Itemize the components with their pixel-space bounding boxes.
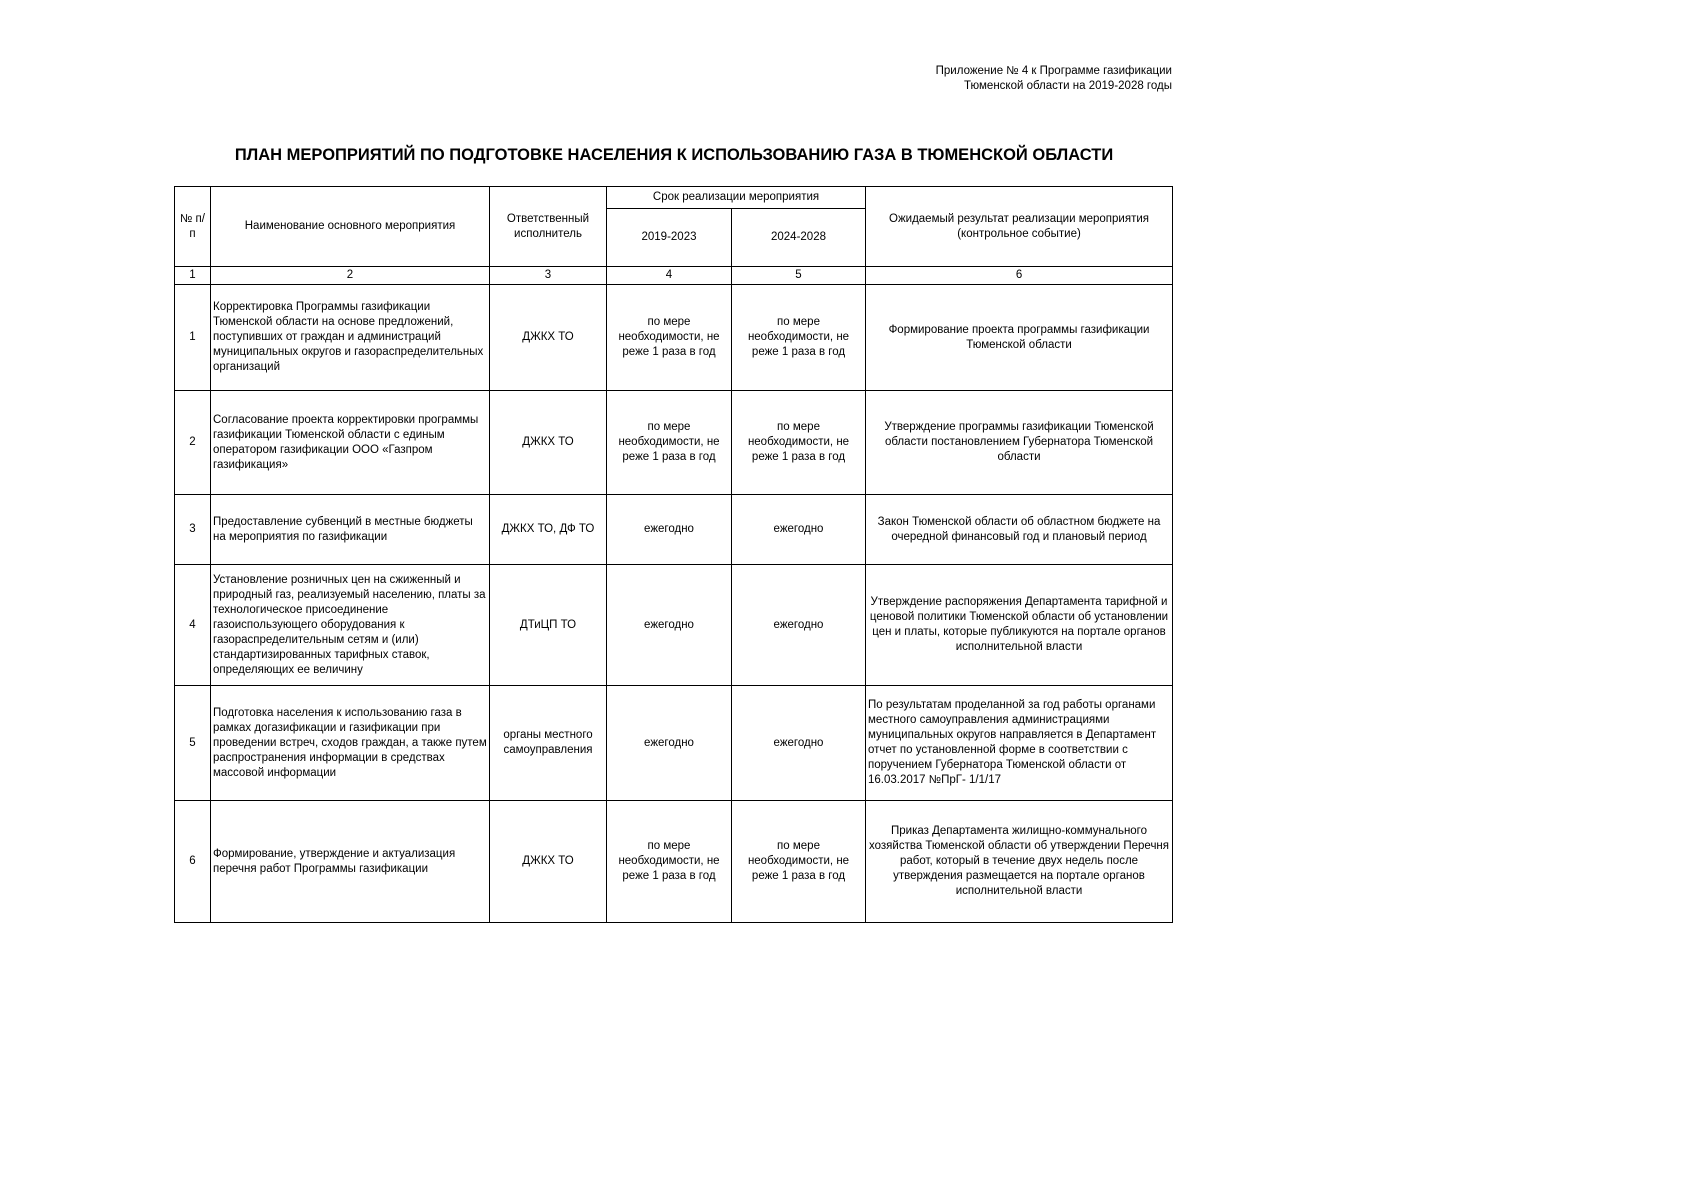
column-number: 6 (866, 267, 1173, 285)
row-name: Корректировка Программы газификации Тюменской области на основе предложений, поступивших от граждан и администраций муниципальных округов и газораспределительных организаций (211, 285, 490, 391)
row-result: Приказ Департамента жилищно-коммунального хозяйства Тюменской области об утверждении Перечня работ, который в течение двух недель после утверждения размещается на портале органов исполнительной власти (866, 801, 1173, 923)
row-name: Согласование проекта корректировки программы газификации Тюменской области с единым оператором газификации ООО «Газпром газификация» (211, 391, 490, 495)
row-name: Подготовка населения к использованию газа в рамках догазификации и газификации при проведении встреч, сходов граждан, а также путем распространения информации в средствах массовой информации (211, 686, 490, 801)
column-number: 1 (175, 267, 211, 285)
row-result: Формирование проекта программы газификации Тюменской области (866, 285, 1173, 391)
appendix-note (880, 64, 1172, 94)
row-period-1: ежегодно (607, 686, 732, 801)
row-num: 4 (175, 565, 211, 686)
row-result: По результатам проделанной за год работы органами местного самоуправления администрациями муниципальных округов направляется в Департамент отчет по установленной форме в соответствии с поручением Губернатора Тюменской области от 16.03.2017 №ПрГ- 1/1/17 (866, 686, 1173, 801)
row-num: 2 (175, 391, 211, 495)
table-row (175, 285, 1173, 391)
column-number-row (175, 267, 1173, 285)
row-responsible: ДЖКХ ТО (490, 391, 607, 495)
column-number: 4 (607, 267, 732, 285)
plan-table (174, 186, 1173, 923)
header-row-top (175, 187, 1173, 209)
row-period-2: ежегодно (732, 686, 866, 801)
row-period-1: ежегодно (607, 565, 732, 686)
header-result: Ожидаемый результат реализации мероприятия (контрольное событие) (866, 187, 1173, 267)
row-name: Формирование, утверждение и актуализация перечня работ Программы газификации (211, 801, 490, 923)
column-number: 5 (732, 267, 866, 285)
row-num: 5 (175, 686, 211, 801)
header-period-group: Срок реализации мероприятия (607, 187, 866, 209)
header-num: № п/п (175, 187, 211, 267)
row-period-1: ежегодно (607, 495, 732, 565)
row-period-1: по мере необходимости, не реже 1 раза в год (607, 285, 732, 391)
table-row (175, 565, 1173, 686)
row-responsible: ДЖКХ ТО (490, 801, 607, 923)
row-result: Утверждение программы газификации Тюменской области постановлением Губернатора Тюменской области (866, 391, 1173, 495)
header-period-1: 2019-2023 (607, 209, 732, 267)
row-period-1: по мере необходимости, не реже 1 раза в год (607, 801, 732, 923)
row-num: 3 (175, 495, 211, 565)
row-responsible: ДЖКХ ТО (490, 285, 607, 391)
header-name: Наименование основного мероприятия (211, 187, 490, 267)
table-row (175, 801, 1173, 923)
document-title: ПЛАН МЕРОПРИЯТИЙ ПО ПОДГОТОВКЕ НАСЕЛЕНИЯ К ИСПОЛЬЗОВАНИЮ ГАЗА В ТЮМЕНСКОЙ ОБЛАСТИ (234, 146, 1114, 164)
row-name: Установление розничных цен на сжиженный и природный газ, реализуемый населению, платы за технологическое присоединение газоиспользующего оборудования к газораспределительным сетям и (или) стандартизированных тарифных ставок, определяющих ее величину (211, 565, 490, 686)
row-num: 6 (175, 801, 211, 923)
row-period-1: по мере необходимости, не реже 1 раза в год (607, 391, 732, 495)
row-period-2: ежегодно (732, 495, 866, 565)
row-period-2: по мере необходимости, не реже 1 раза в год (732, 285, 866, 391)
header-responsible: Ответственный исполнитель (490, 187, 607, 267)
row-responsible: ДЖКХ ТО, ДФ ТО (490, 495, 607, 565)
row-name: Предоставление субвенций в местные бюджеты на мероприятия по газификации (211, 495, 490, 565)
row-result: Закон Тюменской области об областном бюджете на очередной финансовый год и плановый период (866, 495, 1173, 565)
row-period-2: по мере необходимости, не реже 1 раза в год (732, 391, 866, 495)
row-result: Утверждение распоряжения Департамента тарифной и ценовой политики Тюменской области об установлении цен и платы, которые публикуются на портале органов исполнительной власти (866, 565, 1173, 686)
column-number: 3 (490, 267, 607, 285)
header-period-2: 2024-2028 (732, 209, 866, 267)
table-row (175, 686, 1173, 801)
row-responsible: ДТиЦП ТО (490, 565, 607, 686)
row-period-2: ежегодно (732, 565, 866, 686)
column-number: 2 (211, 267, 490, 285)
row-responsible: органы местного самоуправления (490, 686, 607, 801)
appendix-line-1: Приложение № 4 к Программе газификации (935, 65, 1172, 77)
table-row (175, 495, 1173, 565)
row-num: 1 (175, 285, 211, 391)
row-period-2: по мере необходимости, не реже 1 раза в год (732, 801, 866, 923)
table-row (175, 391, 1173, 495)
appendix-line-2: Тюменской области на 2019-2028 годы (964, 80, 1172, 92)
